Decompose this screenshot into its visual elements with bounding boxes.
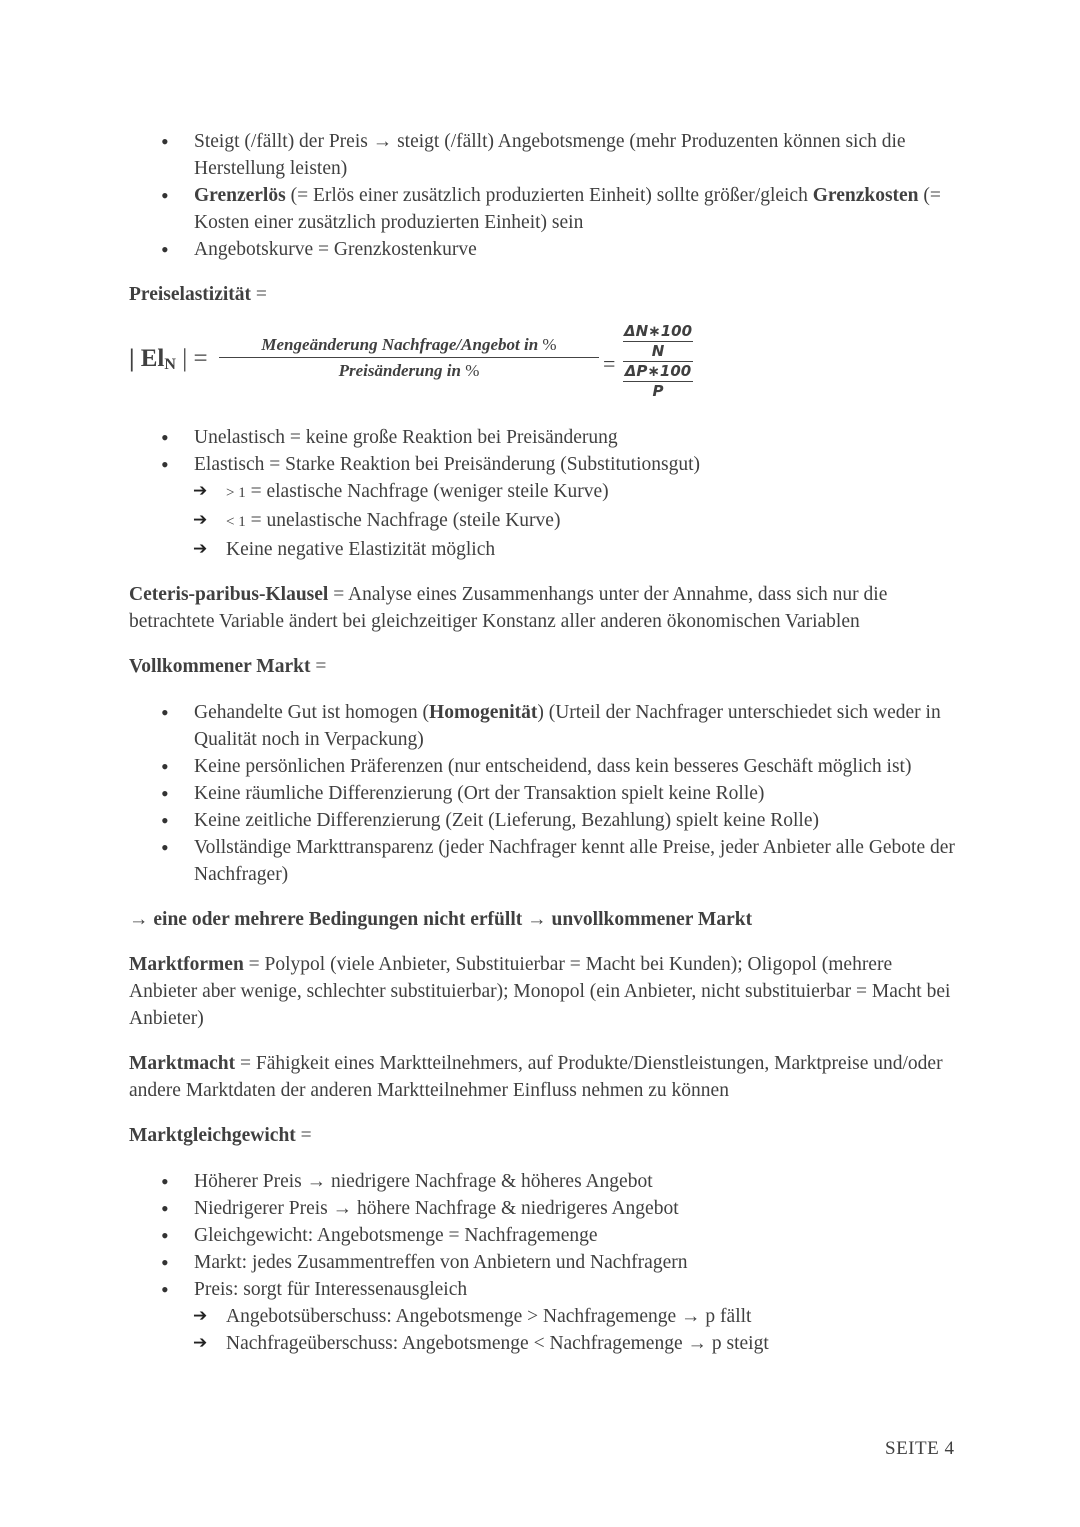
formula-fraction xyxy=(219,334,599,384)
list-item: • Niedrigerer Preis → höhere Nachfrage & niedrigeres Angebot xyxy=(129,1195,959,1222)
list-item: • Steigt (/fällt) der Preis → steigt (/fällt) Angebotsmenge (mehr Produzenten können sich die Herstellung leisten) xyxy=(129,128,959,182)
elasticity-arrow-list xyxy=(129,478,959,563)
conclusion-line: → eine oder mehrere Bedingungen nicht erfüllt → unvollkommener Markt xyxy=(129,909,753,930)
vollkommener-markt-list xyxy=(129,699,959,888)
list-item: • Gleichgewicht: Angebotsmenge = Nachfragemenge xyxy=(129,1222,959,1249)
formula-numerator: Mengeänderung Nachfrage/Angebot in % xyxy=(219,334,599,358)
list-item: • Gehandelte Gut ist homogen (Homogenität) (Urteil der Nachfrager unterschiedet sich weder in Qualität noch in Verpackung) xyxy=(129,699,959,753)
list-item: • Unelastisch = keine große Reaktion bei Preisänderung xyxy=(129,424,959,451)
arrow-item: ➔ Angebotsüberschuss: Angebotsmenge > Nachfragemenge → p fällt xyxy=(129,1303,959,1330)
section-heading: Preiselastizität = xyxy=(129,284,267,305)
formula-equals: = xyxy=(603,351,616,376)
ceteris-paribus-paragraph: Ceteris-paribus-Klausel = Analyse eines Zusammenhangs unter der Annahme, dass sich nur die betrachtete Variable ändert bei gleichzeitiger Konstanz aller anderen ökonomischen Variablen xyxy=(129,584,888,632)
list-item: • Angebotskurve = Grenzkostenkurve xyxy=(129,236,959,263)
list-item: • Elastisch = Starke Reaktion bei Preisänderung (Substitutionsgut) xyxy=(129,451,959,478)
marktgleichgewicht-arrow-list xyxy=(129,1303,959,1357)
list-item: • Keine räumliche Differenzierung (Ort der Transaktion spielt keine Rolle) xyxy=(129,780,959,807)
section-heading: Marktgleichgewicht = xyxy=(129,1125,312,1146)
list-item: • Grenzerlös (= Erlös einer zusätzlich produzierten Einheit) sollte größer/gleich Grenzkosten (= Kosten einer zusätzlich produzierten Einheit) sein xyxy=(129,182,959,236)
list-item: • Vollständige Markttransparenz (jeder Nachfrager kennt alle Preise, jeder Anbieter alle Gebote der Nachfrager) xyxy=(129,834,959,888)
section-heading: Vollkommener Markt = xyxy=(129,656,327,677)
formula-lhs: | $El_N$ | = xyxy=(129,345,208,373)
formula-compound-fraction: ΔN∗100 N ΔP∗100 P xyxy=(623,322,693,400)
elasticity-list xyxy=(129,424,959,478)
list-item: • Preis: sorgt für Interessenausgleich xyxy=(129,1276,959,1303)
arrow-item: ➔ Nachfrageüberschuss: Angebotsmenge < Nachfragemenge → p steigt xyxy=(129,1330,959,1357)
document-page xyxy=(129,128,959,1357)
marktmacht-paragraph: Marktmacht = Fähigkeit eines Marktteilnehmers, auf Produkte/Dienstleistungen, Marktpreise und/oder andere Marktdaten der anderen Marktteilnehmer Einfluss nehmen zu können xyxy=(129,1053,943,1101)
list-item: • Keine zeitliche Differenzierung (Zeit (Lieferung, Bezahlung) spielt keine Rolle) xyxy=(129,807,959,834)
formula-denominator: Preisänderung in % xyxy=(338,361,480,380)
marktgleichgewicht-list xyxy=(129,1168,959,1303)
intro-list xyxy=(129,128,959,263)
arrow-item: ➔ > 1 = elastische Nachfrage (weniger steile Kurve) xyxy=(129,478,959,507)
list-item: • Markt: jedes Zusammentreffen von Anbietern und Nachfragern xyxy=(129,1249,959,1276)
arrow-item: ➔ < 1 = unelastische Nachfrage (steile Kurve) xyxy=(129,507,959,536)
page-number: SEITE 4 xyxy=(885,1438,955,1459)
elasticity-formula xyxy=(129,322,959,412)
marktformen-paragraph: Marktformen = Polypol (viele Anbieter, Substituierbar = Macht bei Kunden); Oligopol (mehrere Anbieter aber wenige, schlechter substituierbar); Monopol (ein Anbieter, nicht substituierbar = Macht bei Anbieter) xyxy=(129,954,951,1029)
list-item: • Höherer Preis → niedrigere Nachfrage & höheres Angebot xyxy=(129,1168,959,1195)
list-item: • Keine persönlichen Präferenzen (nur entscheidend, dass kein besseres Geschäft möglich ist) xyxy=(129,753,959,780)
arrow-item: ➔ Keine negative Elastizität möglich xyxy=(129,536,959,563)
